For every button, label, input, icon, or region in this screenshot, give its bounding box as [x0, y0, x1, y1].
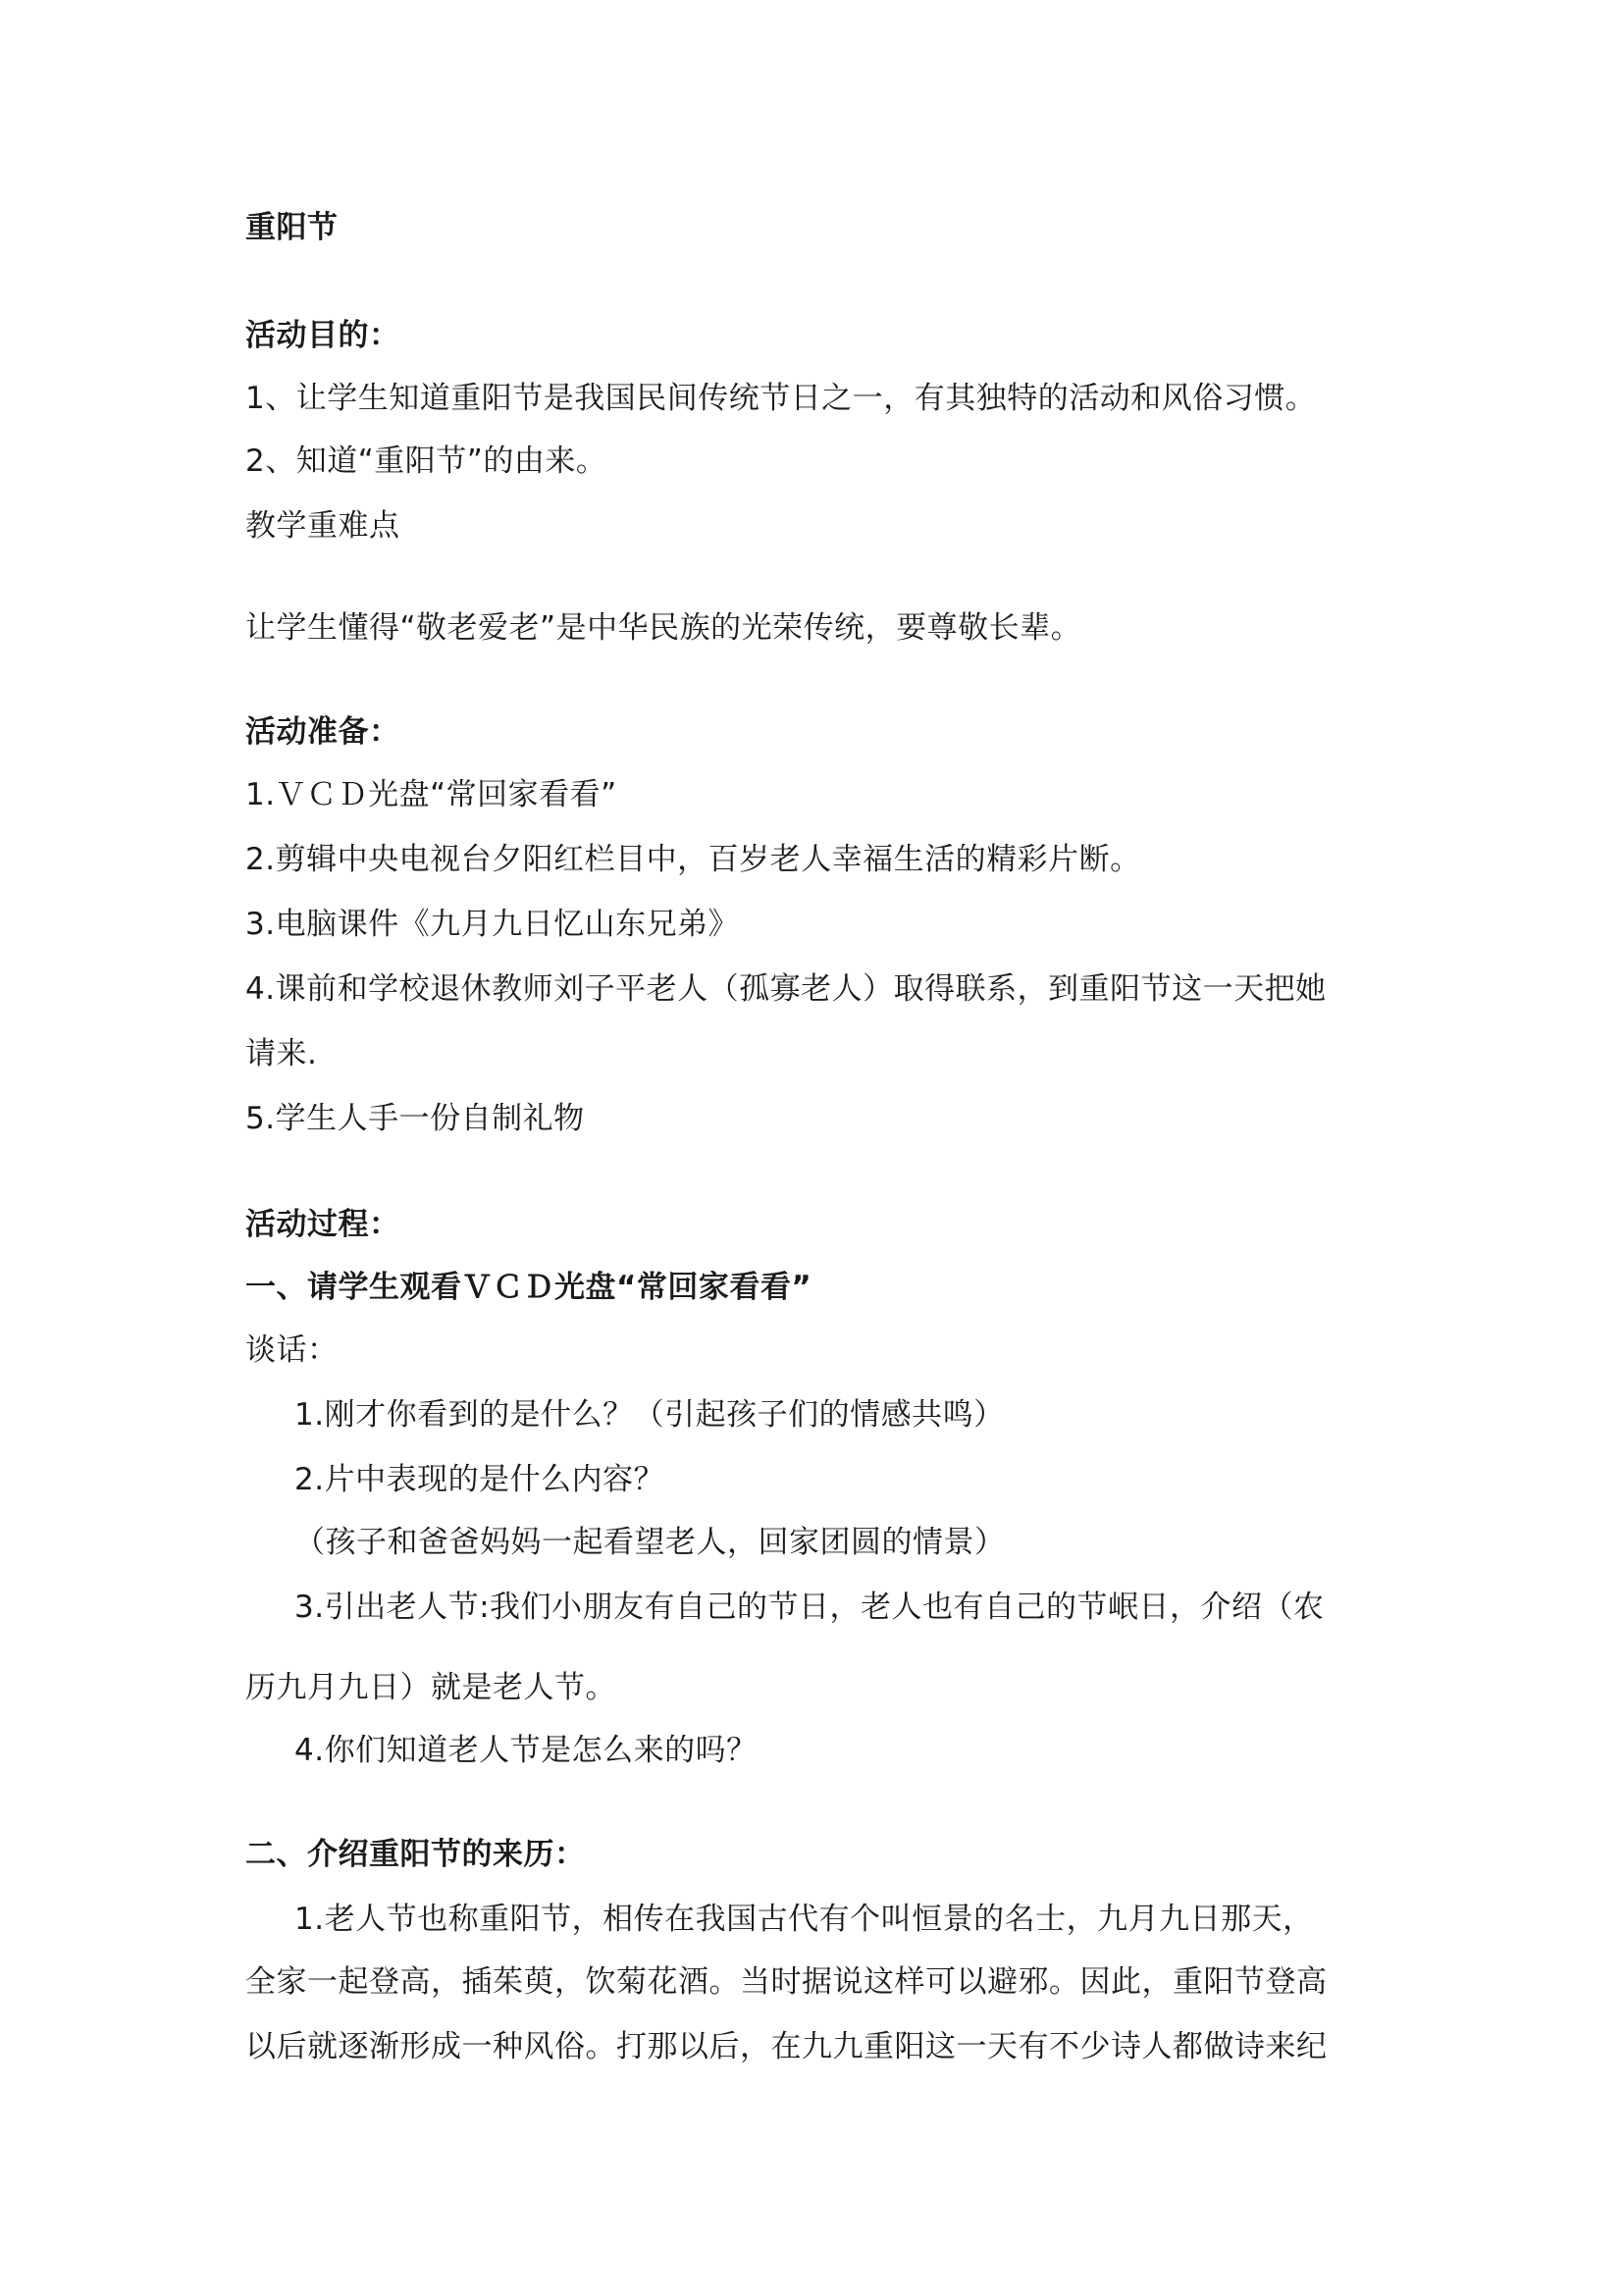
preparation-item-4-cont: 请来. [245, 1036, 318, 1071]
key-points-heading: 教学重难点 [245, 508, 400, 544]
preparation-item-5: 5.学生人手一份自制礼物 [245, 1101, 585, 1136]
purpose-heading: 活动目的： [245, 318, 400, 353]
question-2-answer: （孩子和爸爸妈妈一起看望老人，回家团圆的情景） [294, 1525, 1006, 1560]
question-4: 4.你们知道老人节是怎么来的吗？ [294, 1733, 758, 1768]
preparation-item-1: 1.ＶＣＤ光盘“常回家看看” [245, 777, 617, 812]
question-3-line-2: 历九月九日）就是老人节。 [245, 1670, 616, 1705]
part2-paragraph-line-3: 以后就逐渐形成一种风俗。打那以后，在九九重阳这一天有不少诗人都做诗来纪 [245, 2029, 1328, 2064]
talk-label: 谈话： [245, 1332, 339, 1368]
preparation-item-4: 4.课前和学校退休教师刘子平老人（孤寡老人）取得联系，到重阳节这一天把她 [245, 971, 1327, 1007]
preparation-item-2: 2.剪辑中央电视台夕阳红栏目中，百岁老人幸福生活的精彩片断。 [245, 842, 1141, 877]
part1-heading: 一、请学生观看ＶＣＤ光盘“常回家看看” [245, 1270, 812, 1305]
question-3-line-1: 3.引出老人节:我们小朋友有自己的节日，老人也有自己的节岷日，介绍（农 [294, 1590, 1325, 1625]
purpose-item-1: 1、让学生知道重阳节是我国民间传统节日之一，有其独特的活动和风俗习惯。 [245, 381, 1317, 416]
preparation-item-3: 3.电脑课件《九月九日忆山东兄弟》 [245, 907, 740, 942]
document-title: 重阳节 [245, 210, 339, 245]
question-1: 1.刚才你看到的是什么？（引起孩子们的情感共鸣） [294, 1397, 1005, 1433]
preparation-heading: 活动准备： [245, 714, 400, 750]
key-points-text: 让学生懂得“敬老爱老”是中华民族的光荣传统，要尊敬长辈。 [245, 610, 1082, 646]
question-2: 2.片中表现的是什么内容？ [294, 1462, 665, 1497]
part2-paragraph-line-2: 全家一起登高，插茱萸，饮菊花酒。当时据说这样可以避邪。因此，重阳节登高 [245, 1964, 1328, 2000]
part2-heading: 二、介绍重阳节的来历： [245, 1837, 586, 1872]
part2-paragraph-line-1: 1.老人节也称重阳节，相传在我国古代有个叫恒景的名士，九月九日那天， [294, 1902, 1314, 1937]
purpose-item-2: 2、知道“重阳节”的由来。 [245, 444, 607, 479]
process-heading: 活动过程： [245, 1207, 400, 1242]
